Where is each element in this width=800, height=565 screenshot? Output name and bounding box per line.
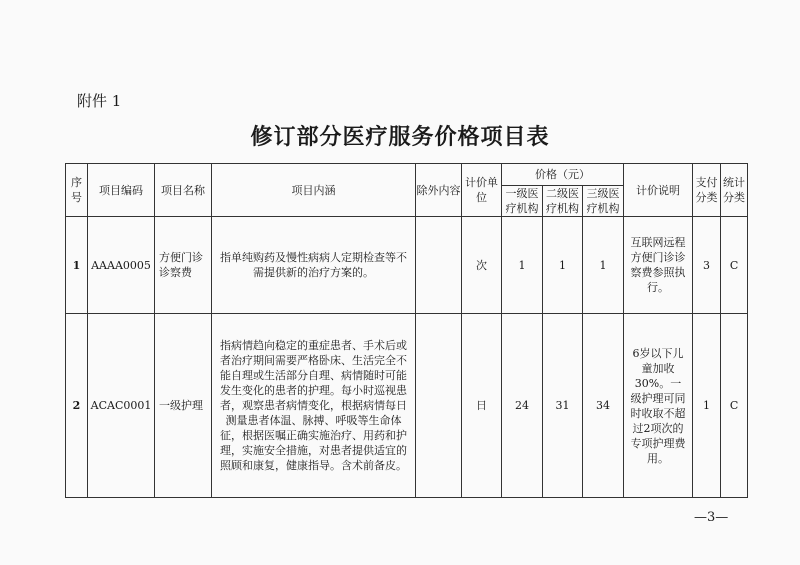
cell-pay: 1 (693, 314, 721, 498)
header-price: 价格（元） (502, 164, 624, 186)
cell-name: 方便门诊诊察费 (155, 217, 212, 314)
header-seq: 序号 (66, 164, 88, 217)
cell-content: 指单纯购药及慢性病病人定期检查等不需提供新的治疗方案的。 (212, 217, 416, 314)
header-level3: 三级医疗机构 (583, 186, 624, 217)
attachment-label: 附件 1 (77, 92, 122, 110)
cell-seq: 2 (66, 314, 88, 498)
cell-pay: 3 (693, 217, 721, 314)
cell-code: AAAA0005 (88, 217, 155, 314)
header-excluded: 除外内容 (416, 164, 462, 217)
cell-excluded (416, 314, 462, 498)
cell-level3: 34 (583, 314, 624, 498)
cell-note: 6岁以下儿童加收30%。一级护理可同时收取不超过2项次的专项护理费用。 (624, 314, 693, 498)
header-note: 计价说明 (624, 164, 693, 217)
page-title: 修订部分医疗服务价格项目表 (250, 124, 550, 150)
cell-level1: 24 (502, 314, 543, 498)
header-unit: 计价单位 (462, 164, 502, 217)
header-level1: 一级医疗机构 (502, 186, 543, 217)
cell-unit: 日 (462, 314, 502, 498)
header-pay: 支付分类 (693, 164, 721, 217)
cell-note: 互联网远程方便门诊诊察费参照执行。 (624, 217, 693, 314)
header-code: 项目编码 (88, 164, 155, 217)
header-name: 项目名称 (155, 164, 212, 217)
price-table (65, 163, 748, 498)
cell-unit: 次 (462, 217, 502, 314)
cell-name: 一级护理 (155, 314, 212, 498)
header-content: 项目内涵 (212, 164, 416, 217)
cell-content: 指病情趋向稳定的重症患者、手术后或者治疗期间需要严格卧床、生活完全不能自理或生活部分自理、病情随时可能发生变化的患者的护理。每小时巡视患者，观察患者病情变化，根据病情每日测量患者体温、脉搏、呼吸等生命体征，根据医嘱正确实施治疗、用药和护理，实施安全措施，对患者提供适宜的照顾和康复，健康指导。含术前备皮。 (212, 314, 416, 498)
cell-stat: C (721, 314, 748, 498)
cell-excluded (416, 217, 462, 314)
cell-stat: C (721, 217, 748, 314)
cell-level2: 31 (543, 314, 583, 498)
cell-level1: 1 (502, 217, 543, 314)
table-row (66, 314, 748, 498)
table-header-row (66, 164, 748, 186)
header-stat: 统计分类 (721, 164, 748, 217)
header-level2: 二级医疗机构 (543, 186, 583, 217)
page-number: —3— (694, 510, 729, 525)
cell-code: ACAC0001 (88, 314, 155, 498)
cell-level3: 1 (583, 217, 624, 314)
cell-level2: 1 (543, 217, 583, 314)
table-row (66, 217, 748, 314)
cell-seq: 1 (66, 217, 88, 314)
